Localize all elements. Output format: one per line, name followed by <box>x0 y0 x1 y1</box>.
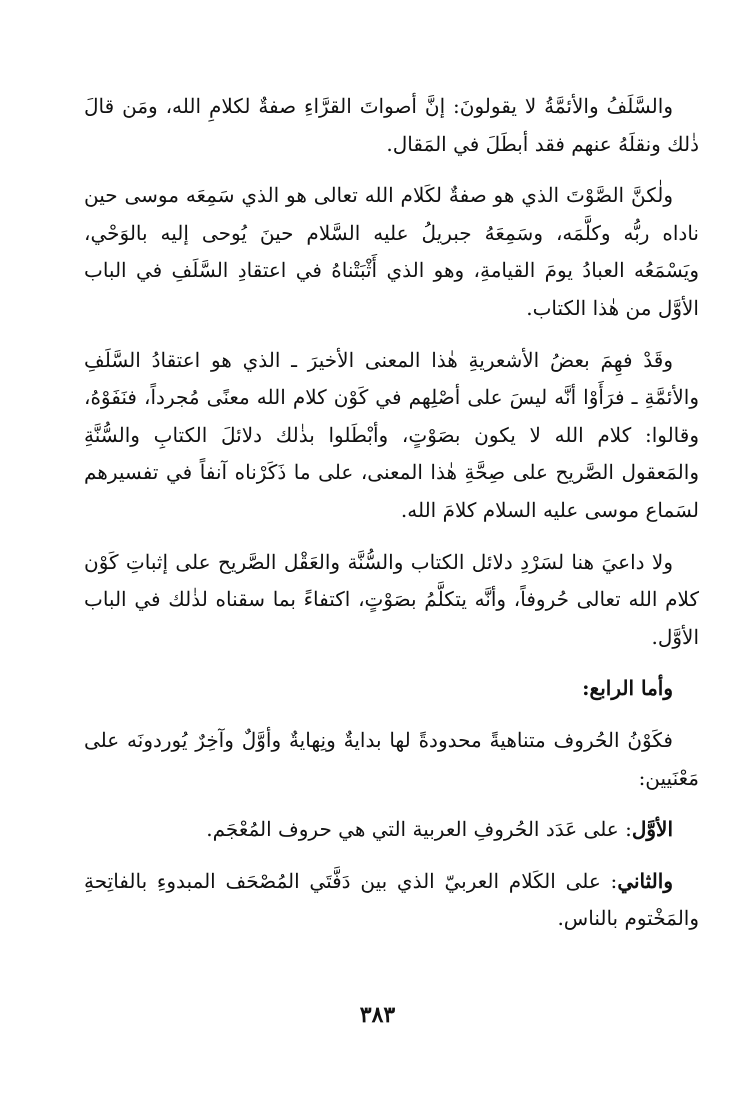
paragraph-first-meaning <box>84 811 699 849</box>
paragraph-4: ولا داعيَ هنا لسَرْدِ دلائل الكتاب والسُّنَّة والعَقْل الصَّريح على إثباتِ كَوْن كلام الله تعالى حُروفاً، وأنَّه يتكلَّمُ بصَوْتٍ، اكتفاءً بما سقناه لذٰلك في الباب الأوَّل. <box>84 549 699 649</box>
paragraph-second-meaning <box>84 863 699 938</box>
lead-first: الأوَّل <box>631 817 673 842</box>
page-body <box>84 88 699 952</box>
paragraph-5: فكَوْنُ الحُروف متناهيةً محدودةً لها بدايةٌ ونِهايةٌ وأوَّلٌ وآخِرٌ يُوردونَه على مَعْنَيين: <box>84 727 699 790</box>
text-second: : على الكَلام العربيّ الذي بين دَفَّتَي المُصْحَف المبدوءِ بالفاتِحةِ والمَخْتوم بالناس. <box>84 868 699 931</box>
lead-second: والثاني <box>617 868 673 893</box>
paragraph-1: والسَّلَفُ والأئمَّةُ لا يقولونَ: إنَّ أصواتَ القرَّاءِ صفةٌ لكلامِ الله، ومَن قالَ ذٰلك ونقلَهُ عنهم فقد أبطَلَ في المَقال. <box>84 94 699 156</box>
paragraph-2: ولٰكنَّ الصَّوْتَ الذي هو صفةٌ لكَلام الله تعالى هو الذي سَمِعَه موسى حين ناداه ربُّه وكلَّمَه، وسَمِعَهُ جبريلُ عليه السَّلام حينَ يُوحى إليه بالوَحْي، ويَسْمَعُه العبادُ يومَ القيامةِ، وهو الذي أَثْبَتْناهُ في اعتقادِ السَّلَفِ في الباب الأوَّل من هٰذا الكتاب. <box>84 183 699 320</box>
section-heading-fourth: وأما الرابع: <box>582 676 673 701</box>
paragraph-3: وقَدْ فهِمَ بعضُ الأشعريةِ هٰذا المعنى الأخيرَ ـ الذي هو اعتقادُ السَّلَفِ والأئمَّةِ ـ فرَأَوْا أنَّه ليسَ على أصْلِهم في كَوْن كلام الله معنًى مُجرداً، فنَفَوْهُ، وقالوا: كلام الله لا يكون بصَوْتٍ، وأبْطَلوا بذٰلك دلائلَ الكتابِ والسُّنَّةِ والمَعقول الصَّريح على صِحَّةِ هٰذا المعنى، على ما ذَكَرْناه آنفاً في تفسيرهم لسَماع موسى عليه السلام كلامَ الله. <box>84 347 699 522</box>
page-number: ٣٨٣ <box>359 1002 396 1028</box>
text-first: : على عَدَد الحُروفِ العربية التي هي حروف المُعْجَم. <box>206 817 632 842</box>
